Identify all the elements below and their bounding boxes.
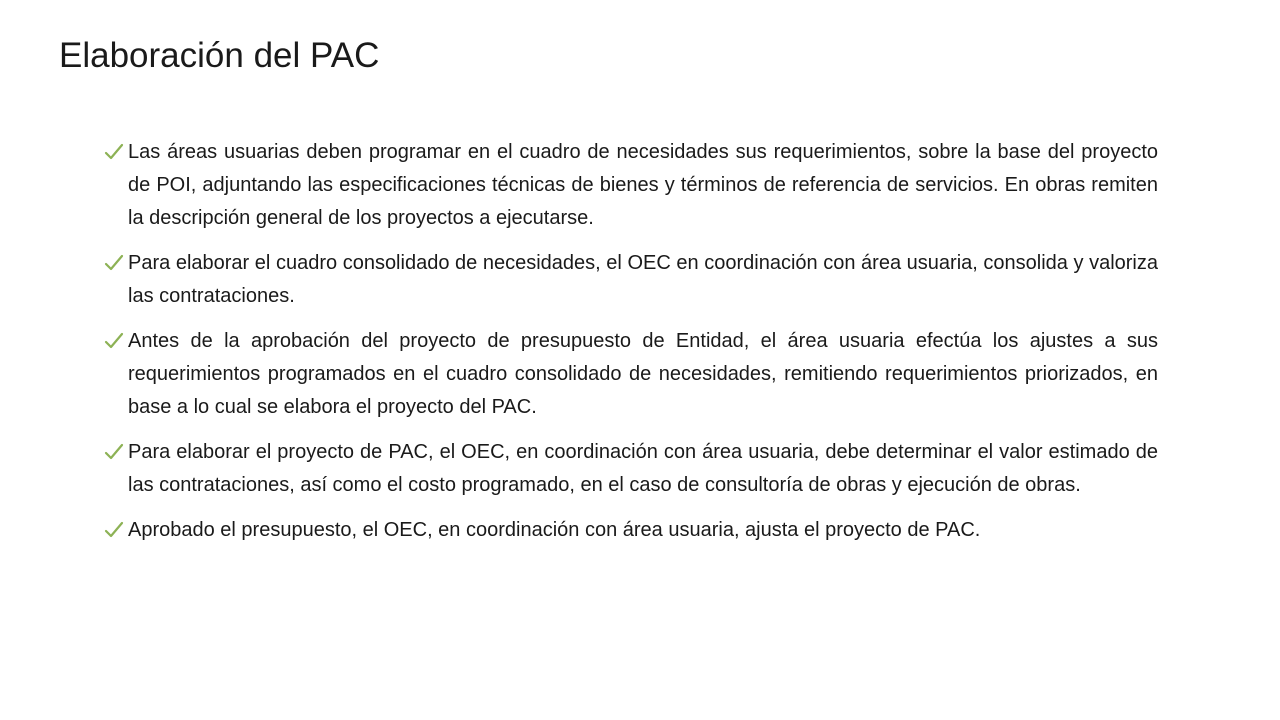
check-icon	[104, 520, 124, 540]
bullet-item	[104, 514, 1158, 547]
slide-title: Elaboración del PAC	[59, 36, 380, 75]
bullet-text: Para elaborar el cuadro consolidado de necesidades, el OEC en coordinación con área usuaria, consolida y valoriza las contrataciones.	[128, 252, 1158, 307]
bullet-list	[104, 136, 1158, 559]
check-icon	[104, 442, 124, 462]
check-icon	[104, 142, 124, 162]
bullet-item	[104, 325, 1158, 424]
bullet-text: Las áreas usuarias deben programar en el cuadro de necesidades sus requerimientos, sobre la base del proyecto de POI, adjuntando las especificaciones técnicas de bienes y términos de referencia de servicios. En obras remiten la descripción general de los proyectos a ejecutarse.	[128, 141, 1158, 229]
bullet-text: Para elaborar el proyecto de PAC, el OEC, en coordinación con área usuaria, debe determinar el valor estimado de las contrataciones, así como el costo programado, en el caso de consultoría de obras y ejecución de obras.	[128, 441, 1158, 496]
bullet-item	[104, 436, 1158, 502]
bullet-item	[104, 247, 1158, 313]
bullet-text: Antes de la aprobación del proyecto de presupuesto de Entidad, el área usuaria efectúa los ajustes a sus requerimientos programados en el cuadro consolidado de necesidades, remitiendo requerimientos priorizados, en base a lo cual se elabora el proyecto del PAC.	[128, 330, 1158, 418]
bullet-item	[104, 136, 1158, 235]
bullet-text: Aprobado el presupuesto, el OEC, en coordinación con área usuaria, ajusta el proyecto de PAC.	[128, 519, 981, 541]
check-icon	[104, 253, 124, 273]
check-icon	[104, 331, 124, 351]
